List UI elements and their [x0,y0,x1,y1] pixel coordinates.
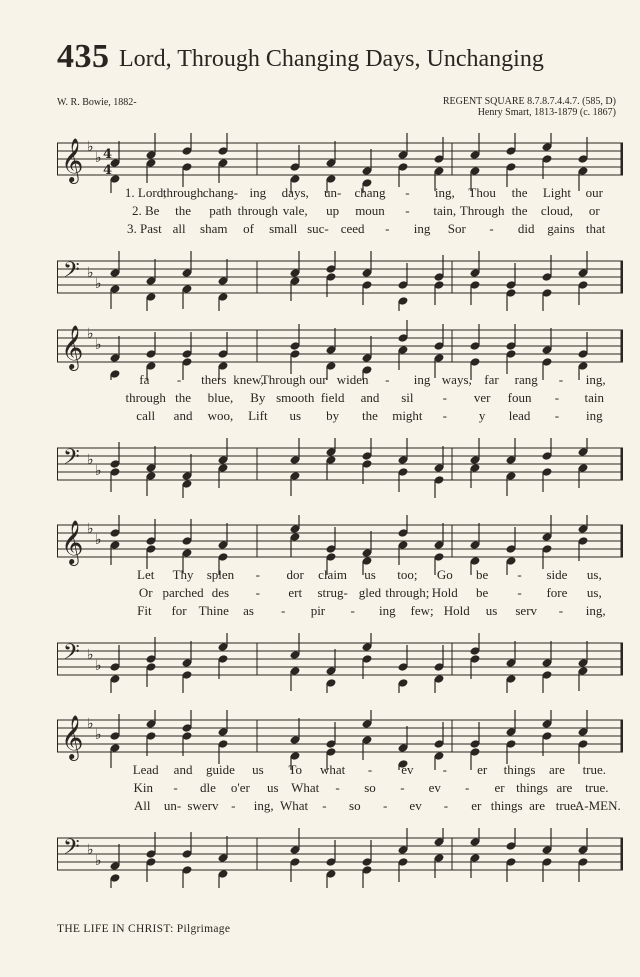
lyric-syllable: To [288,762,302,777]
lyric-syllable: - [442,762,447,777]
lyric-syllable: true. [582,762,607,777]
treble-clef-icon: 𝄞 [61,520,84,564]
treble-clef-icon: 𝄞 [61,715,84,759]
lyric-line [57,585,623,599]
lyric-syllable: us [267,780,279,795]
tune-name: REGENT SQUARE 8.7.8.7.4.4.7. (585, D) [442,96,616,107]
lyric-syllable: rang [514,372,538,387]
hymn-title: Lord, Through Changing Days, Unchanging [119,46,544,72]
lyric-syllable: pir [310,603,326,618]
lyric-syllable: things [490,798,523,813]
lyric-syllable: and [173,762,193,777]
lyric-syllable: ert [288,585,303,600]
bass-clef-icon: 𝄢 [63,258,80,288]
lyric-syllable: Go [436,567,453,582]
flat-icon: ♭ [95,727,102,743]
lyric-syllable: - [383,798,388,813]
lyric-syllable: un- [163,798,182,813]
lyric-syllable: up [326,203,340,218]
lyric-syllable: what [319,762,346,777]
lyric-syllable: by [326,408,340,423]
lyric-syllable: Kin [133,780,153,795]
lyric-line [57,372,623,386]
lyric-syllable: true. [585,780,609,795]
lyric-syllable: - [173,780,178,795]
lyric-syllable: By [250,390,266,405]
lyric-syllable: - [231,798,236,813]
lyric-syllable: - [255,567,261,582]
lyric-syllable: er [471,798,482,813]
lyric-syllable: things [516,780,548,795]
flat-icon: ♭ [87,716,94,732]
flat-icon: ♭ [95,853,102,869]
lyric-syllable: - [385,372,390,387]
lyric-syllable: woo, [207,408,234,423]
lyric-syllable: the [511,185,528,200]
lyric-syllable: us, [586,567,602,582]
lyric-syllable: are [556,780,573,795]
lyric-syllable: - [554,390,560,405]
lyric-syllable: ing [585,408,603,423]
lyric-syllable: guide [206,762,235,777]
lyric-syllable: - [442,408,447,423]
lyric-syllable: us [485,603,498,618]
lyric-syllable: the [511,203,528,218]
lyric-syllable: Let [137,567,155,582]
lyric-syllable: things [503,762,536,777]
lyric-syllable: us [364,567,376,582]
lyric-syllable: the [362,408,378,423]
lyric-syllable: path [209,203,232,218]
lyric-syllable: Through [260,372,306,387]
lyric-syllable: thers [201,372,227,387]
lyric-syllable: us [289,408,301,423]
treble-staff [57,133,623,193]
lyric-syllable: moun [355,203,385,218]
footer-category: THE LIFE IN CHRIST: [57,923,174,935]
lyric-syllable: ing [413,372,431,387]
lyric-syllable: - [489,221,494,236]
lyric-syllable: sil [401,390,414,405]
flat-icon: ♭ [87,647,94,663]
lyric-syllable: o'er [230,780,250,795]
lyric-syllable: - [554,408,560,423]
flat-icon: ♭ [95,658,102,674]
lyric-syllable: chang- [202,185,239,200]
lyric-syllable: call [136,408,156,423]
lyric-syllable: foun [507,390,532,405]
lyric-syllable: as [243,603,254,618]
lyric-syllable: lead [508,408,531,423]
lyric-syllable: tain, [433,203,457,218]
lyric-syllable: vale, [282,203,308,218]
lyric-syllable: - [350,603,355,618]
lyric-syllable: through [237,203,279,218]
lyric-syllable: few; [410,603,434,618]
bass-staff [57,633,623,693]
footer-subcategory: Pilgrimage [176,923,231,935]
lyric-syllable: dor [286,567,304,582]
lyric-syllable: and [360,390,380,405]
lyric-line [57,567,623,581]
lyric-syllable: - [517,567,522,582]
lyric-line [57,798,623,812]
lyric-syllable: the [175,390,192,405]
lyric-syllable: 1. Lord, [124,185,167,200]
lyric-syllable: - [517,585,522,600]
bass-staff [57,438,623,498]
lyric-line [57,762,623,776]
lyric-syllable: - [176,372,182,387]
lyric-syllable: - [367,762,373,777]
lyric-syllable: - [322,798,327,813]
lyric-syllable: Or [138,585,153,600]
bass-staff [57,828,623,888]
words-credit: W. R. Bowie, 1882- [57,97,137,108]
lyric-syllable: ing, [585,603,606,618]
flat-icon: ♭ [87,265,94,281]
lyric-syllable: 2. Be [131,203,160,218]
lyric-syllable: our [585,185,603,200]
time-signature-top: 4 [103,147,113,162]
lyric-syllable: gains [547,221,575,236]
lyric-syllable: tain [584,390,605,405]
lyric-syllable: knew, [233,372,264,387]
lyric-syllable: ing [379,603,396,618]
flat-icon: ♭ [87,452,94,468]
lyric-syllable: gled [358,585,382,600]
lyric-syllable: are [529,798,545,813]
lyric-syllable: ceed [340,221,365,236]
lyric-syllable: Thine [198,603,229,618]
lyric-syllable: all [172,221,186,236]
lyric-syllable: through [162,185,204,200]
lyric-syllable: Hold [443,603,470,618]
lyric-syllable: parched [162,585,204,600]
lyric-syllable: are [548,762,565,777]
lyric-syllable: our [309,372,327,387]
lyric-syllable: of [243,221,254,236]
flat-icon: ♭ [95,337,102,353]
treble-staff [57,710,623,770]
lyric-syllable: Lead [132,762,159,777]
lyric-syllable: ing, [585,372,606,387]
lyric-syllable: days, [281,185,309,200]
lyric-syllable: - [405,185,410,200]
flat-icon: ♭ [87,326,94,342]
hymn-number: 435 [57,38,110,75]
lyric-syllable: er [477,762,488,777]
lyric-syllable: field [320,390,345,405]
lyric-syllable: Light [542,185,572,200]
lyric-syllable: Sor [447,221,466,236]
lyric-syllable: Thou [468,185,496,200]
lyric-syllable: 3. Past [127,221,162,236]
lyric-syllable: through; [385,585,430,600]
bass-clef-icon: 𝄢 [63,835,80,865]
lyric-syllable: be [476,585,489,600]
bass-staff [57,251,623,311]
lyric-syllable: be [476,567,489,582]
lyric-syllable: A-MEN. [574,798,621,813]
lyric-syllable: widen [336,372,369,387]
treble-staff [57,320,623,380]
bass-clef-icon: 𝄢 [63,445,80,475]
lyric-syllable: y [478,408,486,423]
lyric-syllable: cloud, [540,203,573,218]
lyric-syllable: too; [397,567,418,582]
lyric-syllable: - [335,780,340,795]
lyric-syllable: ev [401,762,414,777]
lyric-syllable: swerv [187,798,219,813]
lyric-syllable: - [558,603,564,618]
lyric-syllable: - [400,780,405,795]
lyric-syllable: All [133,798,151,813]
lyric-syllable: What [291,780,320,795]
lyric-syllable: fore [546,585,568,600]
lyric-syllable: ev [428,780,441,795]
lyric-syllable: ing, [434,185,455,200]
lyric-syllable: dle [200,780,216,795]
lyric-line [57,603,623,617]
lyric-syllable: chang [354,185,386,200]
bass-clef-icon: 𝄢 [63,640,80,670]
lyric-syllable: small [269,221,298,236]
treble-clef-icon: 𝄞 [61,138,84,182]
lyric-syllable: true. [555,798,580,813]
lyric-syllable: that [585,221,606,236]
lyric-syllable: or [588,203,600,218]
lyric-syllable: splen [206,567,235,582]
time-signature-bottom: 4 [103,163,113,178]
lyric-syllable: and [173,408,193,423]
lyric-syllable: Hold [431,585,458,600]
lyric-syllable: ways, [441,372,472,387]
lyric-syllable: suc- [307,221,329,236]
lyric-syllable: might [392,408,423,423]
lyric-syllable: strug- [317,585,348,600]
flat-icon: ♭ [95,532,102,548]
lyric-syllable: - [442,390,447,405]
lyric-syllable: Lift [248,408,268,423]
treble-clef-icon: 𝄞 [61,325,84,369]
lyric-syllable: us [252,762,264,777]
lyric-syllable: so [349,798,361,813]
lyric-syllable: - [385,221,390,236]
lyric-syllable: - [405,203,410,218]
lyric-syllable: smooth [276,390,315,405]
lyric-syllable: ing [413,221,431,236]
tune-credit [443,96,616,118]
lyric-syllable: through [125,390,166,405]
lyric-syllable: fa [139,372,150,387]
lyric-syllable: did [517,221,535,236]
lyric-syllable: des [211,585,230,600]
lyric-syllable: far [484,372,499,387]
footer [57,923,230,935]
lyric-syllable: us, [586,585,602,600]
lyric-syllable: Through [459,203,505,218]
lyric-syllable: ing [249,185,267,200]
lyric-syllable: ver [473,390,491,405]
lyric-syllable: the [175,203,192,218]
lyric-syllable: so [364,780,376,795]
lyric-syllable: sham [200,221,228,236]
flat-icon: ♭ [95,463,102,479]
lyric-syllable: er [494,780,505,795]
lyric-syllable: blue, [207,390,234,405]
flat-icon: ♭ [87,139,94,155]
lyric-syllable: - [255,585,261,600]
lyric-syllable: claim [318,567,348,582]
lyric-line [57,390,623,404]
flat-icon: ♭ [87,842,94,858]
lyric-syllable: Thy [172,567,194,582]
lyric-syllable: side [546,567,568,582]
lyric-syllable: for [171,603,187,618]
hymn-header [57,38,617,78]
flat-icon: ♭ [95,150,102,166]
lyric-line [57,203,623,217]
lyric-line [57,221,623,235]
lyric-syllable: - [281,603,286,618]
lyric-line [57,780,623,794]
lyric-line [57,185,623,199]
lyric-syllable: ev [409,798,422,813]
lyric-syllable: What [279,798,309,813]
lyric-syllable: serv [515,603,538,618]
lyric-syllable: - [558,372,564,387]
lyric-syllable: ing, [253,798,274,813]
lyric-syllable: un- [323,185,342,200]
lyric-line [57,408,623,422]
flat-icon: ♭ [95,276,102,292]
treble-staff [57,515,623,575]
lyric-syllable: - [443,798,449,813]
flat-icon: ♭ [87,521,94,537]
composer-credit: Henry Smart, 1813-1879 (c. 1867) [477,107,616,118]
lyric-syllable: Fit [137,603,152,618]
lyric-syllable: - [465,780,470,795]
